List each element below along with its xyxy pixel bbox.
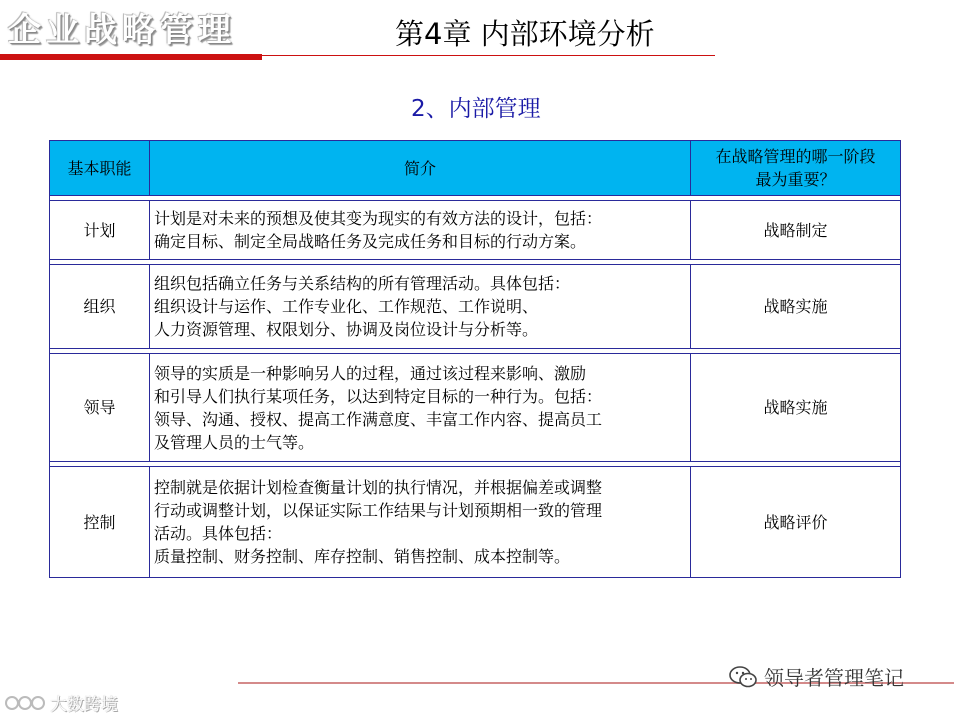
table-row	[50, 265, 901, 349]
intro-line: 活动。具体包括：	[154, 524, 283, 543]
row-stage: 战略实施	[691, 265, 901, 349]
intro-line: 控制就是依据计划检查衡量计划的执行情况，并根据偏差或调整	[154, 478, 603, 497]
intro-line: 计划是对未来的预想及使其变为现实的有效方法的设计，包括：	[154, 209, 603, 228]
management-functions-table	[49, 140, 901, 578]
row-stage: 战略评价	[691, 467, 901, 578]
row-intro	[150, 467, 691, 578]
intro-line: 领导、沟通、授权、提高工作满意度、丰富工作内容、提高员工	[154, 409, 603, 429]
header-function: 基本职能	[50, 141, 150, 196]
header-stage-line1: 在战略管理的哪一阶段	[715, 147, 876, 166]
table-row	[50, 201, 901, 260]
row-function: 计划	[50, 201, 150, 260]
intro-line: 领导的实质是一种影响另人的过程，通过该过程来影响、激励	[154, 363, 587, 383]
wechat-icon	[728, 665, 758, 689]
intro-line: 质量控制、财务控制、库存控制、销售控制、成本控制等。	[154, 547, 571, 566]
intro-line: 组织设计与运作、工作专业化、工作规范、工作说明、	[154, 297, 539, 316]
brand-title: 企业战略管理	[8, 10, 236, 49]
row-intro	[150, 201, 691, 260]
intro-line: 人力资源管理、权限划分、协调及岗位设计与分析等。	[154, 320, 539, 339]
section-subtitle: 2、内部管理	[411, 96, 541, 122]
row-function: 领导	[50, 354, 150, 462]
watermark-text: 大数跨境	[50, 695, 118, 715]
header-intro: 简介	[150, 141, 691, 196]
watermark-logo-icon	[4, 694, 46, 712]
row-intro	[150, 354, 691, 462]
table-row	[50, 467, 901, 578]
wechat-account	[728, 662, 904, 691]
header-stage-line2: 最为重要？	[755, 170, 836, 189]
row-function: 组织	[50, 265, 150, 349]
intro-line: 及管理人员的士气等。	[154, 432, 315, 452]
watermark	[4, 690, 118, 715]
table-header-row	[50, 141, 901, 196]
table-row	[50, 354, 901, 462]
header-stage	[691, 141, 901, 196]
chapter-title: 第4章 内部环境分析	[395, 17, 655, 51]
wechat-label: 领导者管理笔记	[764, 666, 904, 690]
row-function: 控制	[50, 467, 150, 578]
intro-line: 行动或调整计划，以保证实际工作结果与计划预期相一致的管理	[154, 501, 603, 520]
header-accent-bar	[0, 54, 262, 60]
intro-line: 组织包括确立任务与关系结构的所有管理活动。具体包括：	[154, 274, 571, 293]
row-stage: 战略实施	[691, 354, 901, 462]
intro-line: 和引导人们执行某项任务，以达到特定目标的一种行为。包括：	[154, 386, 603, 406]
row-intro	[150, 265, 691, 349]
intro-line: 确定目标、制定全局战略任务及完成任务和目标的行动方案。	[154, 232, 587, 251]
header-rule	[262, 55, 715, 56]
row-stage: 战略制定	[691, 201, 901, 260]
